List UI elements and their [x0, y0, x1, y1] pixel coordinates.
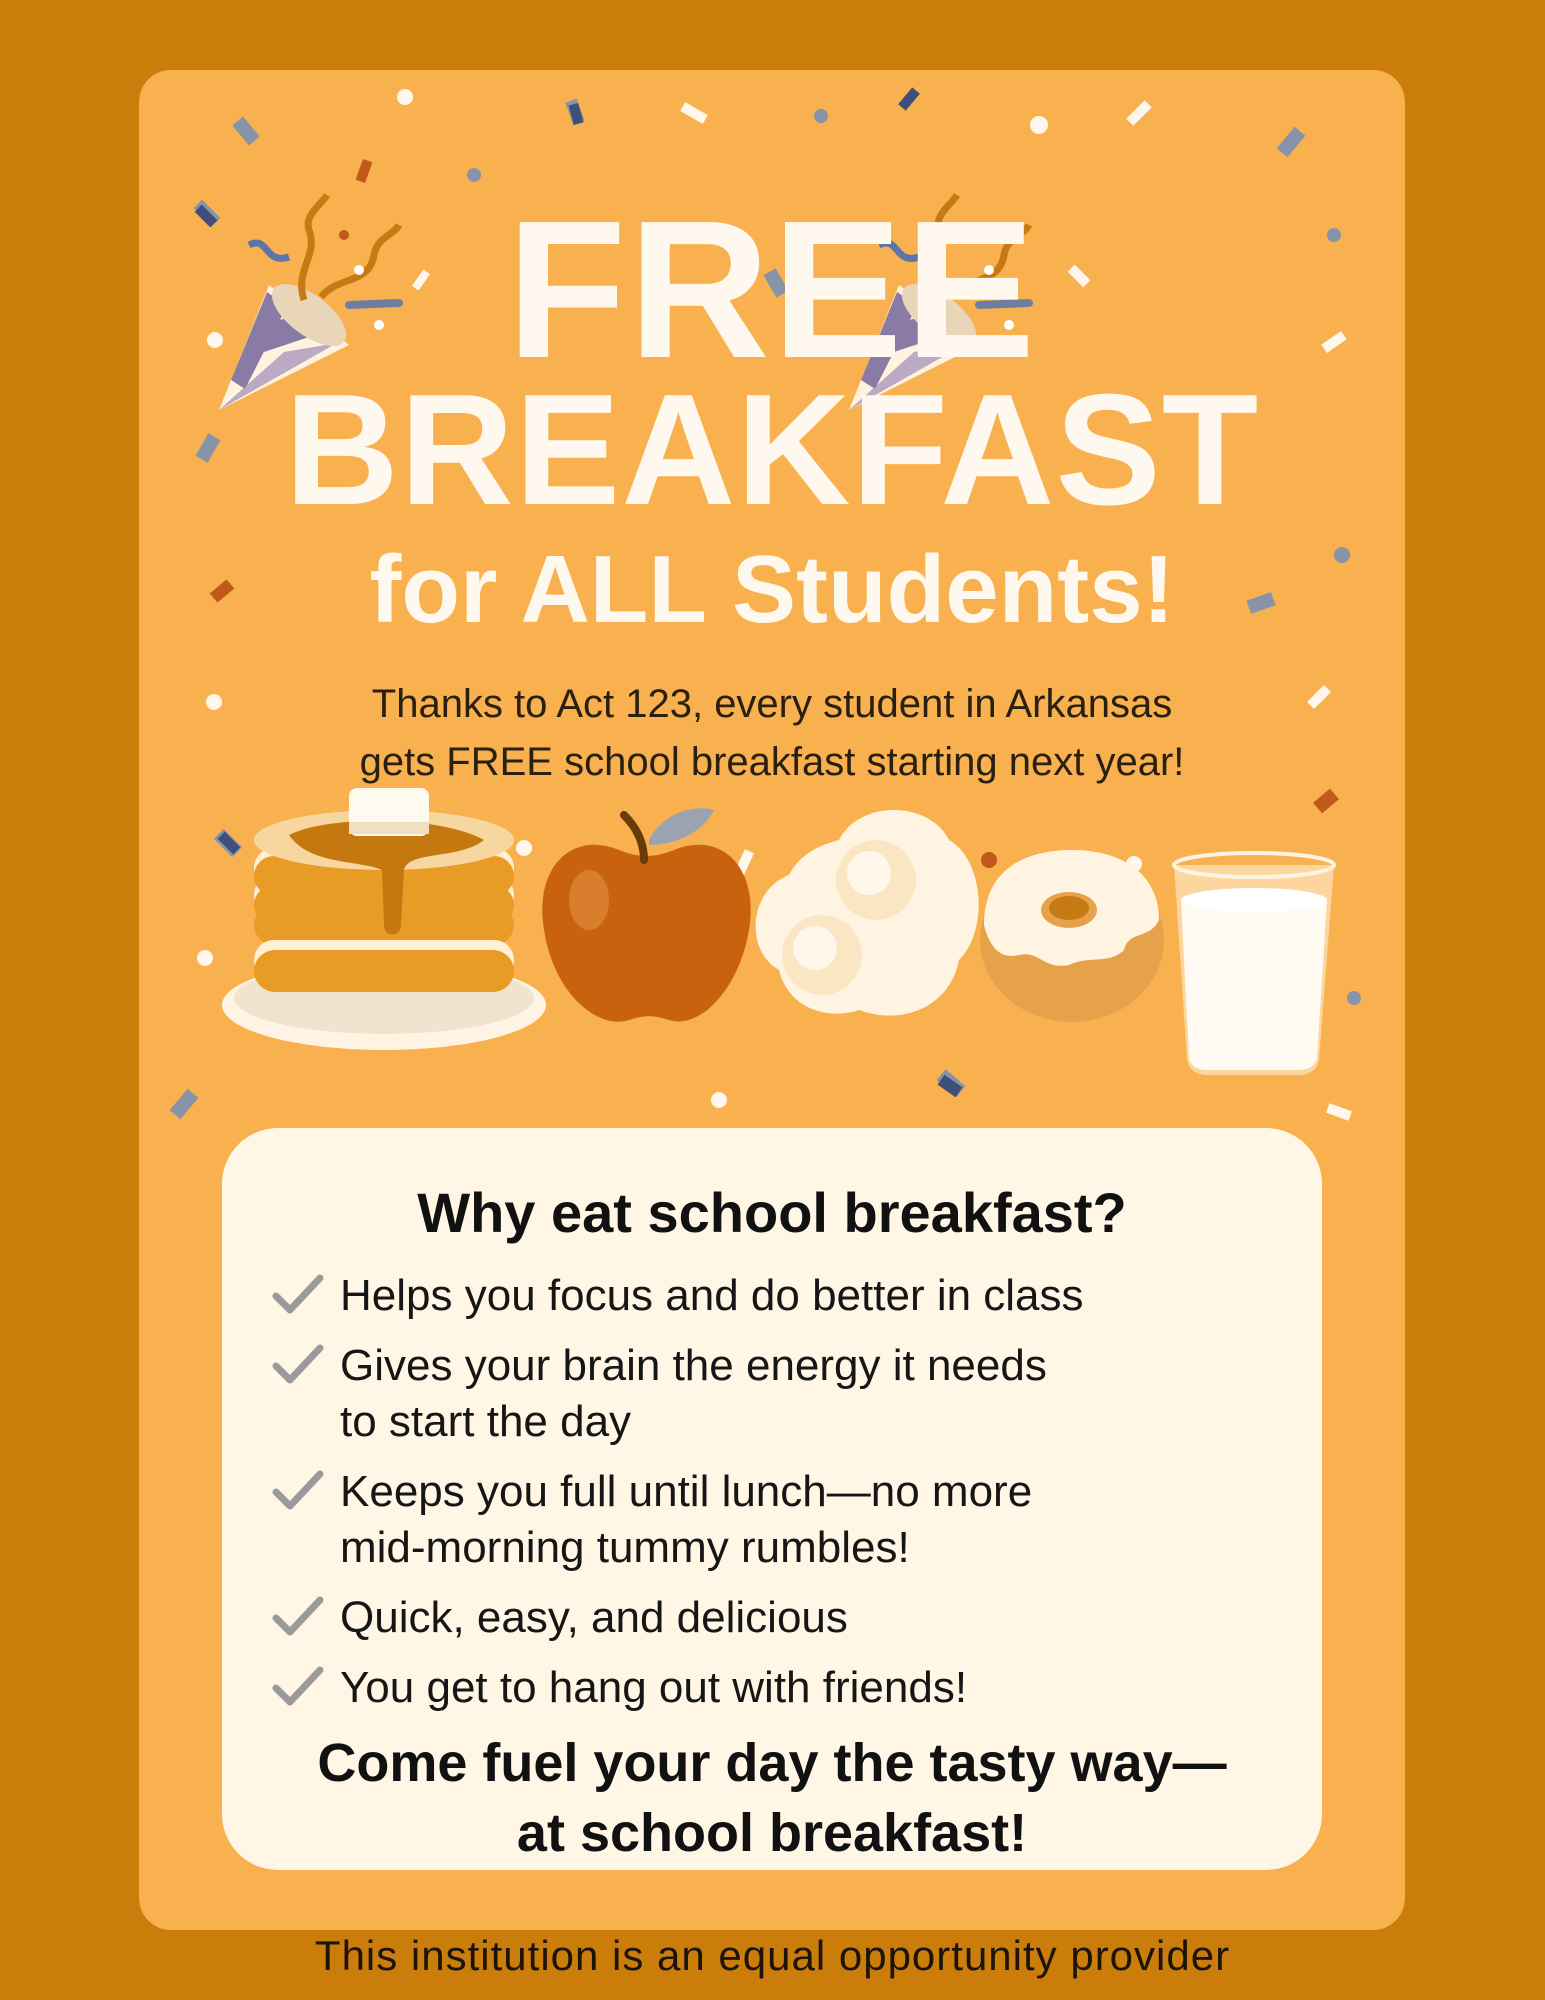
checkmark-icon — [272, 1468, 324, 1514]
headline-free: FREE — [506, 180, 1038, 399]
list-item-text: Keeps you full until lunch—no more — [340, 1467, 1033, 1516]
benefits-card — [222, 1128, 1322, 1870]
list-item-text: Gives your brain the energy it needs — [340, 1341, 1047, 1390]
pancakes-icon — [222, 788, 546, 1050]
list-item-text: mid-morning tummy rumbles! — [340, 1523, 910, 1572]
subheadline-line: Thanks to Act 123, every student in Arkansas — [371, 682, 1173, 726]
list-item-text: Quick, easy, and delicious — [340, 1593, 848, 1642]
fried-eggs-icon — [756, 810, 979, 1016]
breakfast-foods-illustration — [139, 70, 1405, 1130]
checkmark-icon — [272, 1594, 324, 1640]
cta-line: Come fuel your day the tasty way— — [317, 1733, 1227, 1793]
headline-students: for ALL Students! — [369, 536, 1175, 643]
list-item — [272, 1660, 1272, 1716]
list-item — [272, 1590, 1272, 1646]
call-to-action — [222, 1728, 1322, 1868]
checkmark-icon — [272, 1664, 324, 1710]
list-item — [272, 1338, 1272, 1450]
apple-icon — [542, 808, 750, 1021]
list-item — [272, 1268, 1272, 1324]
footer-disclaimer: This institution is an equal opportunity provider — [314, 1932, 1231, 1979]
list-item-text: You get to hang out with friends! — [340, 1663, 968, 1712]
list-item-text: to start the day — [340, 1397, 632, 1446]
card-title: Why eat school breakfast? — [417, 1181, 1127, 1244]
benefits-list — [272, 1268, 1272, 1730]
milk-glass-icon — [1174, 853, 1334, 1075]
headline-breakfast: BREAKFAST — [284, 362, 1260, 538]
poster — [139, 70, 1405, 1930]
checkmark-icon — [272, 1272, 324, 1318]
list-item-text: Helps you focus and do better in class — [340, 1271, 1084, 1320]
list-item — [272, 1464, 1272, 1576]
donut-icon — [980, 850, 1164, 1022]
subheadline-line: gets FREE school breakfast starting next year! — [359, 740, 1185, 784]
cta-line: at school breakfast! — [516, 1803, 1028, 1863]
checkmark-icon — [272, 1342, 324, 1388]
